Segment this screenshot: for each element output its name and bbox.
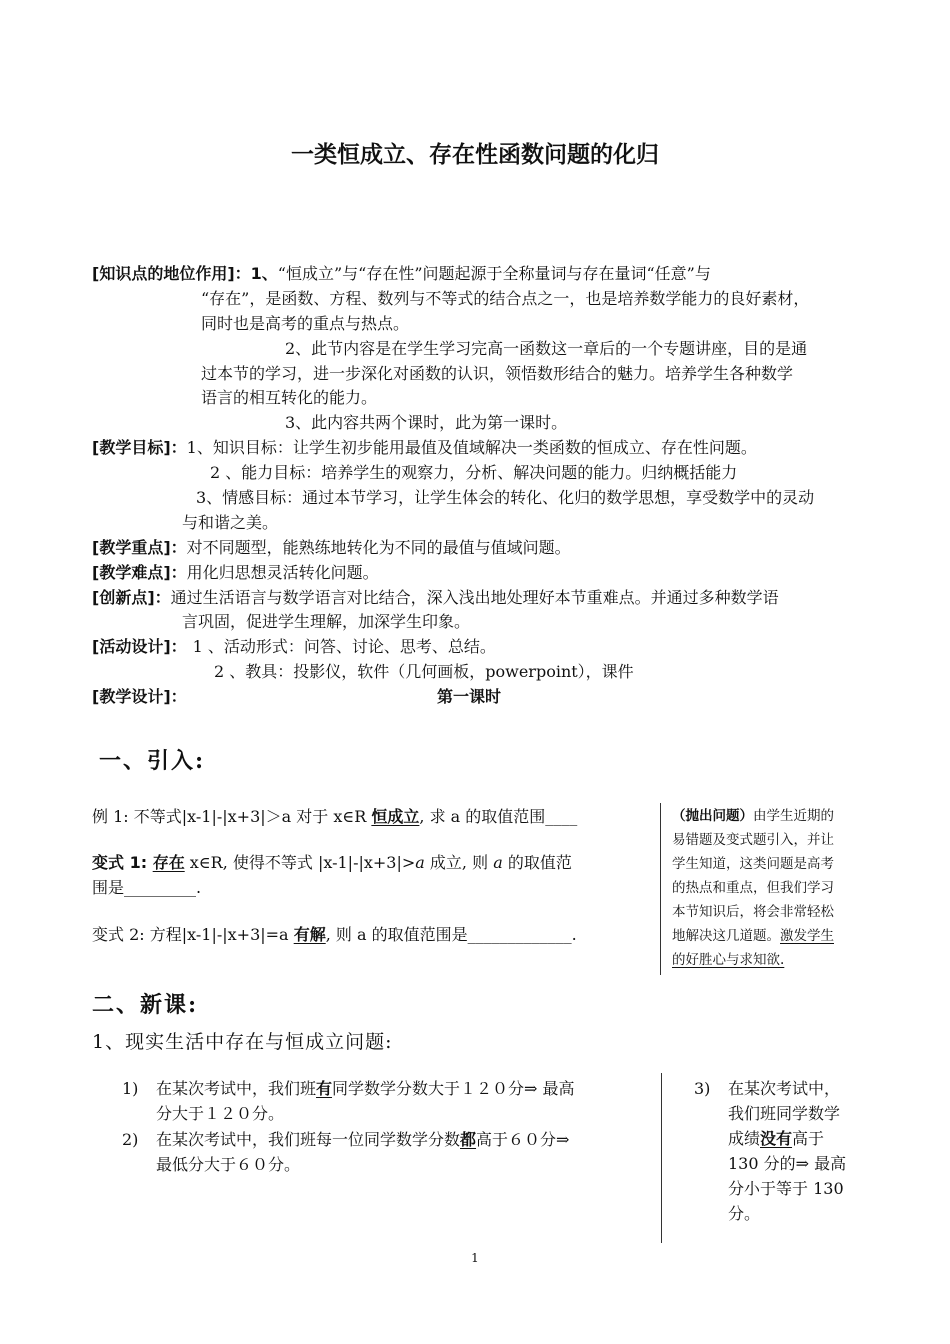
section2-subheading: 1、现实生活中存在与恒成立问题: <box>92 1031 393 1053</box>
variant-1-mid: x∈R, 使得不等式 |x-1|-|x+3|> <box>184 853 416 872</box>
goals-row1 <box>92 436 757 460</box>
goal-2: 2 、能力目标：培养学生的观察力，分析、解决问题的能力。归纳概括能力 <box>210 463 738 482</box>
side-note-line1 <box>672 805 834 827</box>
variant-1-post: 的取值范 <box>502 853 572 872</box>
activity-row <box>92 635 496 659</box>
innovation-line2: 言巩固，促进学生理解，加深学生印象。 <box>182 612 471 631</box>
side-note-line2: 易错题及变式题引入，并让 <box>672 832 834 848</box>
knowledge-p1-line1: “恒成立”与“存在性”问题起源于全称量词与存在量词“任意”与 <box>277 264 711 283</box>
innovation-row <box>92 586 779 610</box>
example-1-keyword: 恒成立 <box>371 807 420 826</box>
item-1-keyword: 有 <box>316 1079 333 1098</box>
side-note-l7: 的好胜心与求知欲. <box>672 952 785 968</box>
variant-1-line2: 围是_________. <box>92 878 202 897</box>
section1-divider <box>660 803 661 975</box>
side-note-line6 <box>672 925 834 947</box>
item-1-post: 同学数学分数大于１２０分⇒ 最高 <box>332 1079 575 1098</box>
item-3-num: 3) <box>694 1079 711 1098</box>
knowledge-p3: 3、此内容共两个课时，此为第一课时。 <box>285 413 568 432</box>
example-1-post: , 求 a 的取值范围____ <box>419 807 578 826</box>
section2-divider <box>661 1073 662 1243</box>
side-note-line4: 的热点和重点，但我们学习 <box>672 880 834 896</box>
design-label <box>92 685 187 709</box>
item-3-line4: 130 分的⇒ 最高 <box>728 1154 847 1173</box>
item-3-line2: 我们班同学数学 <box>728 1104 841 1123</box>
section1-heading: 一、引入: <box>99 748 206 774</box>
item-3-line1 <box>694 1077 840 1101</box>
variant-1-var2: a <box>493 853 503 872</box>
item-3-line6: 分。 <box>728 1204 761 1223</box>
item-3-l3-pre: 成绩 <box>728 1129 761 1148</box>
knowledge-label: [知识点的地位作用]： <box>92 264 251 283</box>
difficulty-label: [教学难点]： <box>92 563 187 582</box>
item-3-keyword: 没有 <box>760 1129 793 1148</box>
section2-heading: 二、新课: <box>92 992 199 1018</box>
side-note-l6a: 地解决这几道题。 <box>672 928 780 944</box>
item-1-pre: 在某次考试中，我们班 <box>156 1079 317 1098</box>
goal-3-line2: 与和谐之美。 <box>182 513 279 532</box>
variant-1-keyword: 存在 <box>152 853 185 872</box>
variant-1-var: a <box>415 853 425 872</box>
variant-1-label: 变式 1: <box>92 853 153 872</box>
lesson-title: 第一课时 <box>437 687 502 706</box>
side-note-line5: 本节知识后，将会非常轻松 <box>672 904 834 920</box>
knowledge-p1-line2: “存在”，是函数、方程、数列与不等式的结合点之一，也是培养数学能力的良好素材， <box>201 289 810 308</box>
innovation-line1: 通过生活语言与数学语言对比结合，深入浅出地处理好本节重难点。并通过多种数学语 <box>170 588 779 607</box>
item-2-line1 <box>122 1128 569 1152</box>
knowledge-p1-line3: 同时也是高考的重点与热点。 <box>201 314 410 333</box>
side-note-line3: 学生知道，这类问题是高考 <box>672 856 834 872</box>
item-1-line2: 分大于１２０分。 <box>156 1104 285 1123</box>
page-number: 1 <box>471 1251 479 1265</box>
goal-1: 1、知识目标：让学生初步能用最值及值域解决一类函数的恒成立、存在性问题。 <box>186 438 757 457</box>
item-1-line1 <box>122 1077 575 1101</box>
item-3-line3 <box>728 1127 824 1151</box>
item-1-num: 1) <box>122 1079 139 1098</box>
example-1-pre: 例 1: 不等式|x-1|-|x+3|＞a 对于 x∈R <box>92 807 372 826</box>
variant-2-post: , 则 a 的取值范围是_____________. <box>325 925 577 944</box>
innovation-label: [创新点]： <box>92 588 171 607</box>
side-note-line7 <box>672 949 784 971</box>
focus-text: 对不同题型，能熟练地转化为不同的最值与值域问题。 <box>186 538 571 557</box>
variant-2-pre: 变式 2: 方程|x-1|-|x+3|=a <box>92 925 294 944</box>
difficulty-text: 用化归思想灵活转化问题。 <box>186 563 379 582</box>
knowledge-row1 <box>92 262 711 286</box>
side-note-l6b: 激发学生 <box>780 928 834 944</box>
knowledge-p2-line1: 2、此节内容是在学生学习完高一函数这一章后的一个专题讲座，目的是通 <box>285 339 808 358</box>
example-1 <box>92 805 577 829</box>
focus-row <box>92 536 571 560</box>
item-2-line2: 最低分大于６０分。 <box>156 1155 301 1174</box>
item-2-post: 高于６０分⇒ <box>476 1130 570 1149</box>
variant-1-line1 <box>92 851 572 875</box>
side-note-l1: 由学生近期的 <box>753 808 834 824</box>
knowledge-p1-lead: 1、 <box>250 264 278 283</box>
page-title: 一类恒成立、存在性函数问题的化归 <box>291 142 659 168</box>
design-label-text: [教学设计]： <box>92 687 187 706</box>
knowledge-p2-line3: 语言的相互转化的能力。 <box>201 388 378 407</box>
goals-label: [教学目标]： <box>92 438 187 457</box>
item-2-keyword: 都 <box>460 1130 477 1149</box>
variant-1-mid2: 成立, 则 <box>424 853 494 872</box>
item-2-num: 2) <box>122 1130 139 1149</box>
activity-1: 1 、活动形式：问答、讨论、思考、总结。 <box>192 637 496 656</box>
item-3-l1: 在某次考试中， <box>728 1079 841 1098</box>
variant-2 <box>92 923 577 947</box>
variant-2-keyword: 有解 <box>293 925 326 944</box>
activity-2: 2 、教具：投影仪，软件（几何画板，powerpoint），课件 <box>214 662 634 681</box>
item-3-line5: 分小于等于 130 <box>728 1179 844 1198</box>
activity-label: [活动设计]： <box>92 637 187 656</box>
focus-label: [教学重点]： <box>92 538 187 557</box>
item-2-pre: 在某次考试中，我们班每一位同学数学分数 <box>156 1130 461 1149</box>
difficulty-row <box>92 561 379 585</box>
goal-3-line1: 3、情感目标：通过本节学习，让学生体会的转化、化归的数学思想，享受数学中的灵动 <box>196 488 815 507</box>
item-3-l3-post: 高于 <box>792 1129 825 1148</box>
knowledge-p2-line2: 过本节的学习，进一步深化对函数的认识，领悟数形结合的魅力。培养学生各种数学 <box>201 364 794 383</box>
side-note-bold: （抛出问题） <box>672 808 753 824</box>
